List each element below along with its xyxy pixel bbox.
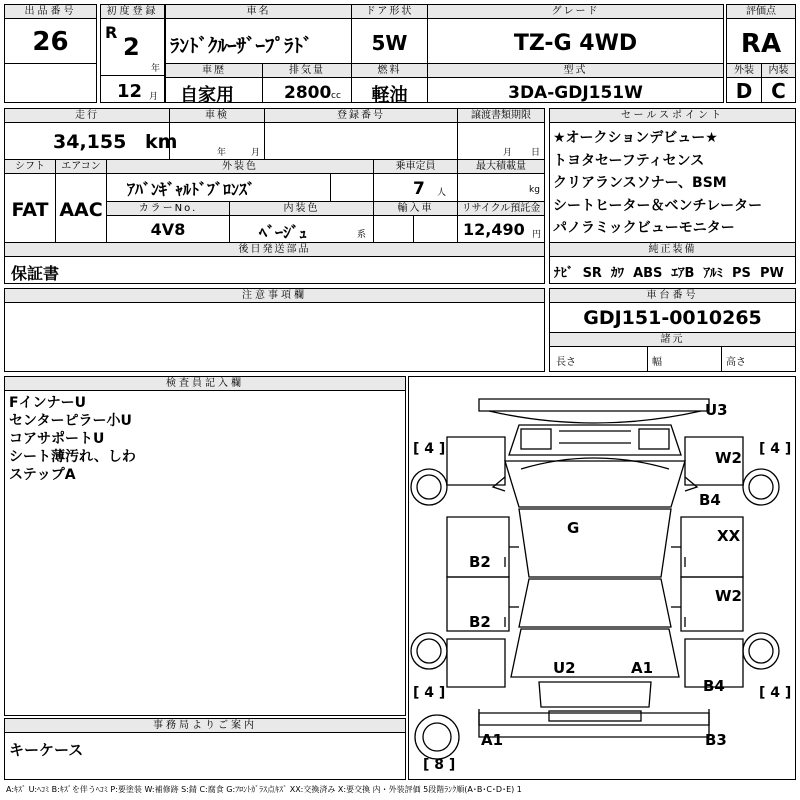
grade-value: TZ-G 4WD: [513, 31, 638, 56]
lot-number-value: 26: [32, 27, 69, 57]
damage-mark: B2: [469, 613, 491, 631]
car-name-label: 車名: [166, 5, 351, 19]
shift-value: FAT: [11, 199, 49, 221]
tire-rear-left-score: [ 4 ]: [413, 685, 446, 701]
recycle-value: 12,490: [463, 220, 525, 239]
equipment-item: ABS: [633, 266, 663, 281]
later-parts-value: 保証書: [11, 264, 60, 283]
transfer-day-unit: 日: [531, 148, 541, 158]
tire-rear-right-score: [ 4 ]: [759, 685, 792, 701]
equipment-item: ｶﾜ: [611, 266, 624, 281]
history-label: 車歴: [166, 64, 262, 78]
registration-year-unit: 年: [151, 64, 161, 74]
registration-month-unit: 月: [149, 92, 159, 102]
damage-mark: B2: [469, 553, 491, 571]
first-registration-label: 初度登録: [101, 5, 164, 19]
equipment-item: ｴｱB: [671, 266, 695, 281]
mileage-unit: km: [145, 131, 178, 153]
damage-mark: B4: [703, 677, 725, 695]
damage-mark: A1: [481, 731, 504, 749]
registration-year: 2: [123, 33, 140, 61]
damage-mark: W2: [715, 587, 742, 605]
displacement-unit: cc: [331, 91, 341, 101]
inspector-block: [4, 376, 406, 716]
score-cell: [726, 4, 796, 103]
registration-era: R: [105, 23, 118, 42]
door-value: 5W: [371, 31, 408, 55]
displacement-value: 2800: [284, 83, 332, 103]
lot-number-cell: [4, 4, 97, 103]
mileage-value: 34,155: [53, 131, 127, 153]
sales-point: パノラミックビューモニター: [553, 220, 735, 236]
spare-tire-score: [ 8 ]: [423, 757, 456, 773]
damage-mark: U3: [705, 401, 728, 419]
inspector-note: ステップA: [9, 467, 76, 483]
aircon-value: AAC: [59, 199, 103, 221]
int-color-value: ﾍﾞｰｼﾞｭ: [259, 223, 308, 242]
capacity-value: 7: [413, 179, 425, 199]
notes-block: [4, 288, 545, 372]
dimensions-label: 諸元: [550, 333, 795, 347]
transfer-label: 譲渡書類期限: [458, 109, 544, 123]
vehicle-diagram: [408, 376, 796, 780]
chassis-value: GDJ151-0010265: [583, 307, 762, 329]
car-outline: [409, 377, 795, 779]
spec-block: [4, 108, 545, 284]
displacement-label: 排気量: [263, 64, 351, 78]
damage-mark: A1: [631, 659, 654, 677]
office-label: 事務局よりご案内: [5, 719, 405, 733]
inspection-year-unit: 年: [217, 148, 227, 158]
inspector-notes-list: [9, 394, 136, 484]
damage-mark: W2: [715, 449, 742, 467]
notes-label: 注意事項欄: [5, 289, 544, 303]
fuel-label: 燃料: [352, 64, 427, 78]
sales-points-label: セールスポイント: [550, 109, 795, 123]
equipment-item: SR: [582, 266, 602, 281]
fuel-value: 軽油: [371, 85, 408, 106]
tire-front-right-score: [ 4 ]: [759, 441, 792, 457]
transfer-month-unit: 月: [503, 148, 513, 158]
height-label: 高さ: [726, 357, 746, 368]
score-exterior: D: [735, 79, 753, 103]
car-name-value: ﾗﾝﾄﾞｸﾙｰｻﾞｰﾌﾟﾗﾄﾞ: [170, 35, 313, 57]
inspector-label: 検査員記入欄: [5, 377, 405, 391]
damage-mark: B4: [699, 491, 721, 509]
length-label: 長さ: [556, 357, 576, 368]
import-label: 輸入車: [374, 202, 457, 216]
width-label: 幅: [652, 357, 662, 368]
inspection-label: 車検: [170, 109, 264, 123]
score-overall: RA: [740, 29, 782, 59]
exterior-label: 外装: [727, 64, 761, 78]
aircon-label: エアコン: [56, 160, 106, 174]
office-block: [4, 718, 406, 780]
capacity-unit: 人: [437, 188, 447, 198]
reg-no-label: 登録番号: [265, 109, 457, 123]
equipment-item: ｱﾙﾐ: [703, 266, 723, 281]
ext-color-label: 外装色: [107, 160, 373, 174]
damage-mark: U2: [553, 659, 576, 677]
inspector-note: シート薄汚れ、しわ: [9, 449, 136, 465]
legend: A:ｷｽﾞ U:ﾍｺﾐ B:ｷｽﾞを伴うﾍｺﾐ P:要塗装 W:補修跡 S:錆 C:腐食 G:ﾌﾛﾝﾄｶﾞﾗｽ点ｷｽﾞ XX:交換済み X:要交換 内・外装評価 5段階ﾗﾝｸ順(A･B･C･D･E) 1: [6, 785, 522, 794]
recycle-unit: 円: [532, 230, 542, 240]
sales-point: クリアランスソナー、BSM: [553, 175, 727, 191]
score-interior: C: [771, 79, 786, 103]
inspector-note: コアサポートU: [9, 431, 105, 447]
color-no-label: カラーNo.: [107, 202, 229, 216]
grade-label: グレード: [428, 5, 723, 19]
int-color-unit: 系: [357, 230, 367, 240]
recycle-label: リサイクル預託金: [458, 202, 544, 216]
ext-color-value: ｱﾊﾞﾝｷﾞｬﾙﾄﾞﾌﾞﾛﾝｽﾞ: [127, 180, 256, 199]
mileage-label: 走行: [5, 109, 169, 123]
sales-point: トヨタセーフティセンス: [553, 152, 705, 169]
model-code-label: 型式: [428, 64, 723, 78]
sales-points-list: [553, 127, 762, 240]
door-label: ドア形状: [352, 5, 427, 19]
equipment-item: PW: [759, 266, 784, 281]
chassis-block: [549, 288, 796, 372]
int-color-label: 内装色: [230, 202, 373, 216]
interior-label: 内装: [762, 64, 795, 78]
registration-month: 12: [117, 81, 143, 102]
max-load-label: 最大積載量: [458, 160, 544, 174]
lot-number-label: 出品番号: [5, 5, 96, 19]
damage-mark: B3: [705, 731, 727, 749]
equipment-item: ﾅﾋﾞ: [554, 266, 574, 281]
car-info-block: [165, 4, 724, 106]
damage-mark: XX: [717, 527, 741, 545]
capacity-label: 乗車定員: [374, 160, 457, 174]
history-value: 自家用: [180, 85, 234, 106]
inspector-note: センターピラー小U: [9, 413, 132, 429]
equipment-list: [554, 262, 784, 281]
chassis-label: 車台番号: [550, 289, 795, 303]
inspection-month-unit: 月: [251, 148, 261, 158]
tire-front-left-score: [ 4 ]: [413, 441, 446, 457]
first-registration-cell: [100, 4, 165, 103]
equipment-item: PS: [732, 266, 751, 281]
sales-point: ★オークションデビュー★: [553, 130, 718, 146]
shift-label: シフト: [5, 160, 55, 174]
office-note: キーケース: [9, 741, 84, 759]
sales-points-block: [549, 108, 796, 284]
max-load-unit: kg: [529, 185, 540, 195]
model-code-value: 3DA-GDJ151W: [508, 83, 643, 103]
inspector-note: FインナーU: [9, 395, 86, 411]
color-no-value: 4V8: [150, 220, 186, 239]
equipment-label: 純正装備: [550, 243, 795, 257]
damage-mark: G: [567, 519, 580, 537]
sales-point: シートヒーター＆ベンチレーター: [553, 197, 763, 214]
later-parts-label: 後日発送部品: [5, 243, 544, 257]
score-label: 評価点: [727, 5, 795, 19]
